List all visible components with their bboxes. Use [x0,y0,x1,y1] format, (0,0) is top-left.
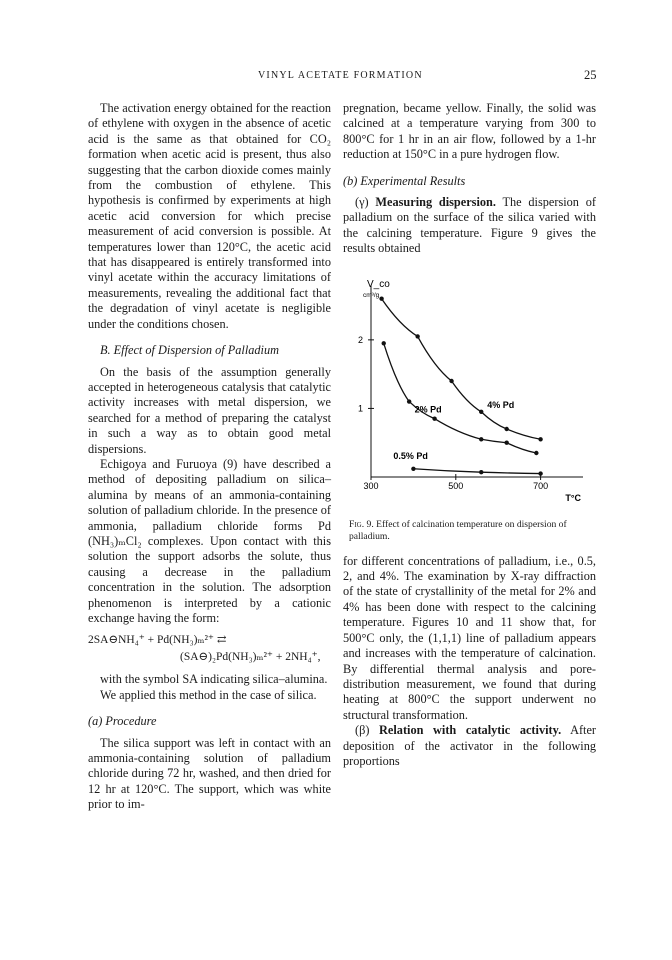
y-tick-label: 1 [357,403,363,414]
paragraph: Echigoya and Furuoya (9) have described a method of depositing palladium on silica–alumina by means of an ammonia-containing solution of palladium chloride. In the presence of ammonia, palladium chloride forms Pd (NH₃)ₘCl₂ complexes. Upon contact with this solution the support adsorbs the solute, thus causing a decrease in the palladium concentration in the solution. The adsorption phenomenon is interpreted by a cationic exchange having the form: [88,456,331,625]
bold-lead: Relation with catalytic activity. [379,723,562,738]
series-label: 0.5% Pd [393,450,428,461]
data-point [382,341,386,345]
series-line [413,468,540,473]
y-tick-label: 2 [357,334,363,345]
section-heading: (b) Experimental Results [343,173,466,188]
figure-label: Fig. 9. [349,518,374,530]
x-tick-label: 300 [363,480,379,491]
equation-line-2: (SA⊖)₂Pd(NH₃)ₘ²⁺ + 2NH₄⁺, [180,651,321,664]
paragraph-text: After deposition of the activator in the following proportions [343,723,597,768]
bold-lead: Measuring dispersion. [375,195,496,210]
section-heading: B. Effect of Dispersion of Palladium [100,343,279,358]
left-column [88,101,331,813]
figure-caption [349,519,590,543]
data-point [379,296,383,300]
section-heading: (a) Procedure [88,714,157,729]
item-marker: (γ) [355,195,376,210]
series-label: 2% Pd [414,404,442,415]
data-point [407,399,411,403]
paragraph: pregnation, became yellow. Finally, the solid was calcined at a temperature varying from 300 to 800°C for 1 hr in an air flow, followed by a 1-hr reduction at 150°C in a pure hydrogen flow. [343,101,596,162]
item-marker: (β) [355,723,380,738]
paragraph: The activation energy obtained for the reaction of ethylene with oxygen in the absence of acetic acid is the same as that obtained for CO₂ formation when acetic acid is present, thus also suggesting that the carbon dioxide comes mainly from the combustion of ethylene. This hypothesis is confirmed by experiments at high acetic acid conversion for which precise measurement of acid conversion is possible. At temperatures lower than 120°C, the acetic acid that has disappeared is entirely transformed into vinyl acetate within the accuracy limitations of measurements, revealing the additional fact that the degradation of vinyl acetate is negligible under the conditions chosen. [88,101,331,331]
right-column [343,101,596,769]
data-point [504,440,508,444]
series-label: 4% Pd [487,399,515,410]
data-point [415,334,419,338]
x-axis-label: T°C [565,492,581,503]
paragraph: with the symbol SA indicating silica–alumina. [100,672,328,687]
data-point [538,471,542,475]
data-point [449,378,453,382]
data-point [534,450,538,454]
paragraph [343,195,596,257]
page-number: 25 [584,68,597,82]
caption-text: Effect of calcination temperature on dispersion of palladium. [349,518,567,542]
series-line [382,298,541,439]
paragraph: The silica support was left in contact with an ammonia-containing solution of palladium chloride during 72 hr, washed, and then dried for 12 hr at 120°C. The support, which was white prior to im- [88,735,331,812]
equation-line-1: 2SA⊖NH₄⁺ + Pd(NH₃)ₘ²⁺ ⇄ [88,634,227,647]
data-point [504,426,508,430]
dispersion-chart [343,271,596,511]
x-tick-label: 500 [448,480,464,491]
paragraph: We applied this method in the case of silica. [100,687,317,702]
data-point [538,437,542,441]
series-line [384,343,537,453]
x-tick-label: 700 [533,480,549,491]
paragraph: On the basis of the assumption generally accepted in heterogeneous catalysis that catalytic activity increases with metal dispersion, we searched for a method of preparing the catalyst in such a way as to obtain good metal dispersions. [88,364,331,456]
figure-9 [343,271,596,511]
y-axis-label: V_co [367,278,390,290]
paragraph-text: The dispersion of palladium on the surface of the silica varied with the calcining temperature. Figure 9 gives the results obtained [343,195,596,256]
paragraph [343,723,596,769]
data-point [479,437,483,441]
data-point [479,470,483,474]
data-point [479,409,483,413]
data-point [432,416,436,420]
running-title: VINYL ACETATE FORMATION [258,70,423,81]
y-axis-unit: cm³/g [363,291,380,299]
paragraph: for different concentrations of palladium, i.e., 0.5, 2, and 4%. The examination by X-ray diffraction of the state of crystallinity of the metal for 2% and 4% has been done with respect to the calcining temperature. Figures 10 and 11 show that, for 500°C only, the (1,1,1) line of palladium appears and increases with the temperature of calcination. By differential thermal analysis and pore-distribution measurement, we found that during heating at 800°C the support underwent no structural transformation. [343,553,596,722]
data-point [411,466,415,470]
